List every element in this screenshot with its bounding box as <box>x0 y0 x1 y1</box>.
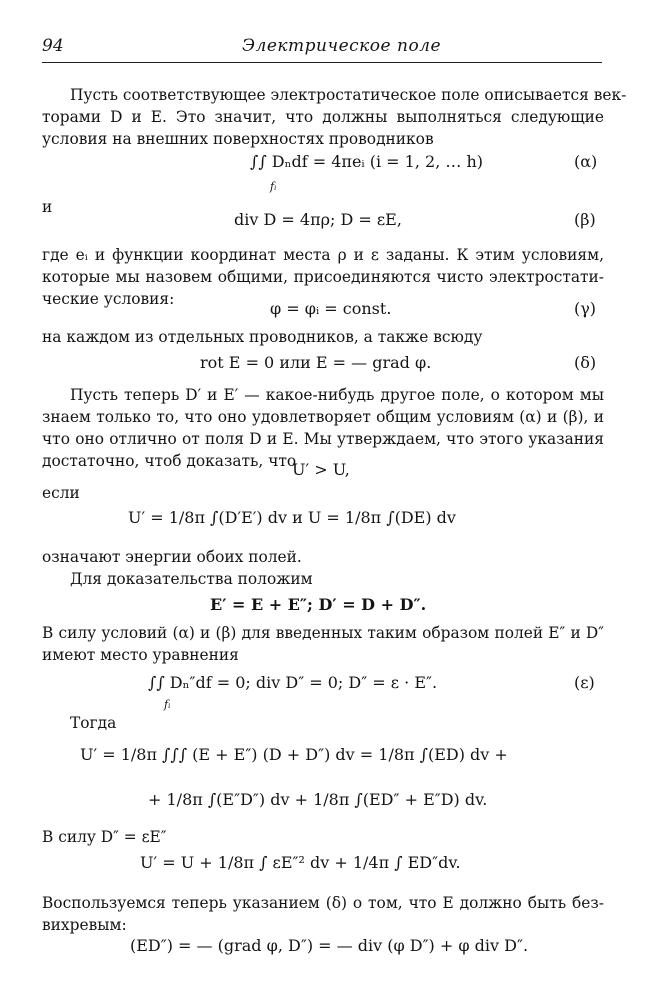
equation-last: (ED″) = — (grad φ, D″) = — div (φ D″) + φ div D″. <box>130 936 529 955</box>
text-line-9: знаем только то, что оно удовлетворяет общим условиям (α) и (β), и <box>42 408 604 426</box>
text-line-14: В силу условий (α) и (β) для введенных таким образом полей E″ и D″ <box>42 624 604 642</box>
text-line-6: ческие условия: <box>42 290 175 308</box>
equation-tag-delta: (δ) <box>574 353 597 372</box>
equation-energies: U′ = 1/8π ∫(D′E′) dv и U = 1/8π ∫(DE) dv <box>128 508 456 527</box>
equation-substitution: E′ = E + E″; D′ = D + D″. <box>210 595 427 614</box>
equation-epsilon: ∫∫ Dₙ″df = 0; div D″ = 0; D″ = ε · E″. <box>148 673 438 692</box>
equation-gamma: φ = φᵢ = const. <box>270 299 392 318</box>
equation-alpha: ∫∫ Dₙdf = 4πeᵢ (i = 1, 2, … h) <box>250 152 483 171</box>
text-line-then: Тогда <box>70 714 117 732</box>
equation-tag-beta: (β) <box>574 210 596 229</box>
text-line-18: вихревым: <box>42 916 127 934</box>
page-number: 94 <box>42 36 64 56</box>
text-line-3: условия на внешних поверхностях проводников <box>42 130 434 148</box>
equation-u-result: U′ = U + 1/8π ∫ εE″² dv + 1/4π ∫ ED″dv. <box>140 853 461 872</box>
text-line-16: В силу D″ = εE″ <box>42 828 167 846</box>
text-line-4: где eᵢ и функции координат места ρ и ε заданы. К этим условиям, <box>42 246 604 264</box>
text-line-2: торами D и E. Это значит, что должны выполняться следующие <box>42 108 604 126</box>
text-line-1: Пусть соответствующее электростатическое поле описывается век- <box>70 86 627 104</box>
text-line-17: Воспользуемся теперь указанием (δ) о том, что E должно быть без- <box>42 894 604 912</box>
equation-tag-alpha: (α) <box>574 152 598 171</box>
text-line-13: Для доказательства положим <box>70 570 313 588</box>
page-header <box>42 30 602 64</box>
equation-delta: rot E = 0 или E = — grad φ. <box>200 353 432 372</box>
equation-u-expand-1: U′ = 1/8π ∫∫∫ (E + E″) (D + D″) dv = 1/8π ∫(ED) dv + <box>80 745 508 764</box>
text-line-8: Пусть теперь D′ и E′ — какое-нибудь другое поле, о котором мы <box>70 386 604 404</box>
text-line-15: имеют место уравнения <box>42 646 239 664</box>
surface-subscript: fᵢ <box>270 180 277 193</box>
text-line-if: если <box>42 484 80 502</box>
equation-inequality: U′ > U, <box>292 460 350 479</box>
text-line-7: на каждом из отдельных проводников, а также всюду <box>42 328 483 346</box>
header-rule <box>42 62 602 63</box>
surface-subscript-2: fᵢ <box>164 698 171 711</box>
text-line-10: что оно отлично от поля D и E. Мы утверждаем, что этого указания <box>42 430 604 448</box>
text-line-5: которые мы назовем общими, присоединяются чисто электростати- <box>42 268 604 286</box>
text-line-12: означают энергии обоих полей. <box>42 548 302 566</box>
text-line-11: достаточно, чтоб доказать, что <box>42 452 297 470</box>
equation-u-expand-2: + 1/8π ∫(E″D″) dv + 1/8π ∫(ED″ + E″D) dv. <box>148 790 488 809</box>
equation-tag-epsilon: (ε) <box>574 673 595 692</box>
running-title: Электрическое поле <box>242 36 442 56</box>
equation-beta: div D = 4πρ; D = εE, <box>234 210 402 229</box>
equation-tag-gamma: (γ) <box>574 299 597 318</box>
text-line-and: и <box>42 198 53 216</box>
